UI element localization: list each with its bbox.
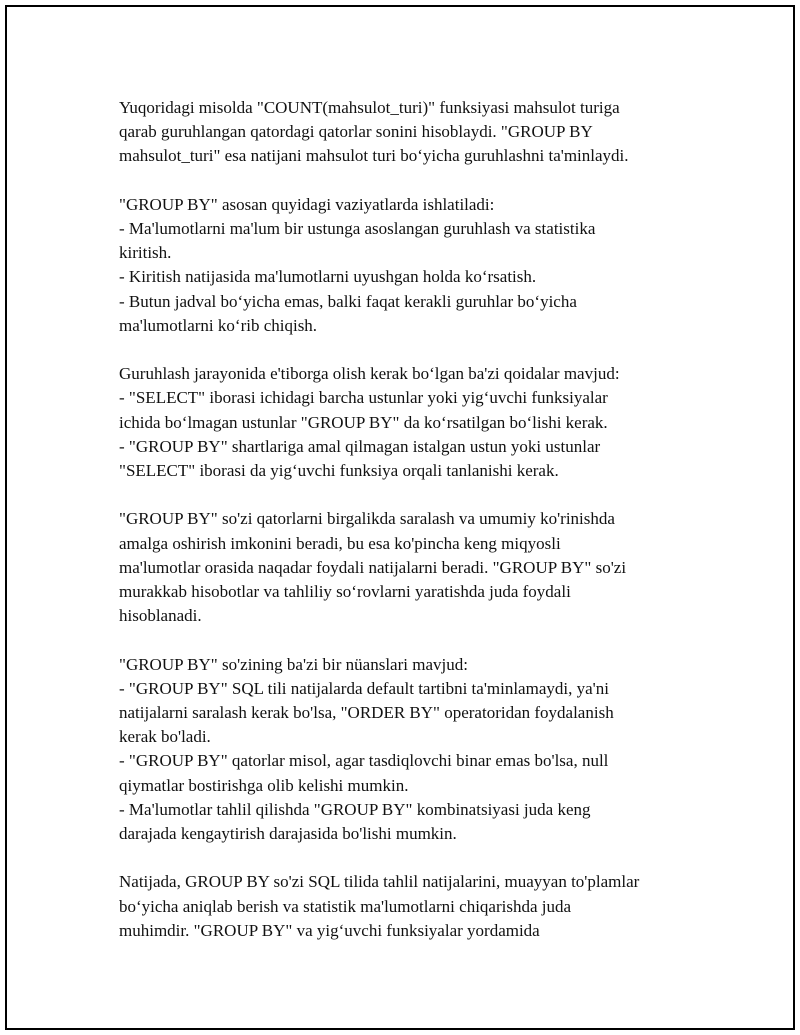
text-line: murakkab hisobotlar va tahliliy so‘rovlarni yaratishda juda foydali	[119, 582, 571, 602]
list-item-line: - Kiritish natijasida ma'lumotlarni uyushgan holda ko‘rsatish.	[119, 267, 537, 287]
paragraph-count-explanation	[119, 96, 709, 169]
list-item-line: - "GROUP BY" shartlariga amal qilmagan istalgan ustun yoki ustunlar	[119, 436, 601, 456]
list-item-line: natijalarni saralash kerak bo'lsa, "ORDER BY" operatoridan foydalanish	[119, 703, 614, 723]
paragraph-group-by-benefits	[119, 507, 709, 628]
text-line: "GROUP BY" asosan quyidagi vaziyatlarda ishlatiladi:	[119, 194, 495, 214]
text-line: qarab guruhlangan qatordagi qatorlar sonini hisoblaydi. "GROUP BY	[119, 122, 593, 142]
list-item-line: "SELECT" iborasi da yig‘uvchi funksiya orqali tanlanishi kerak.	[119, 461, 559, 481]
paragraph-grouping-rules	[119, 362, 709, 483]
list-item-line: kiritish.	[119, 243, 172, 263]
paragraph-group-by-usage	[119, 193, 709, 338]
list-item-line: - Butun jadval bo‘yicha emas, balki faqat kerakli guruhlar bo‘yicha	[119, 291, 577, 311]
list-item-line: - Ma'lumotlarni ma'lum bir ustunga asoslangan guruhlash va statistika	[119, 219, 596, 238]
text-line: "GROUP BY" so'zi qatorlarni birgalikda saralash va umumiy ko'rinishda	[119, 509, 615, 529]
document-body	[119, 96, 709, 967]
text-line: Yuqoridagi misolda "COUNT(mahsulot_turi)" funksiyasi mahsulot turiga	[119, 98, 620, 117]
text-line: "GROUP BY" so'zining ba'zi bir nüanslari mavjud:	[119, 654, 468, 674]
list-item-line: ma'lumotlarni ko‘rib chiqish.	[119, 315, 318, 335]
list-item-line: darajada kengaytirish darajasida bo'lishi mumkin.	[119, 824, 457, 844]
list-item-line: ichida bo‘lmagan ustunlar "GROUP BY" da ko‘rsatilgan bo‘lishi kerak.	[119, 412, 608, 432]
list-item-line: kerak bo'ladi.	[119, 727, 211, 747]
text-line: muhimdir. "GROUP BY" va yig‘uvchi funksiyalar yordamida	[119, 920, 540, 940]
text-line: amalga oshirish imkonini beradi, bu esa ko'pincha keng miqyosli	[119, 533, 561, 553]
list-item-line: - Ma'lumotlar tahlil qilishda "GROUP BY" kombinatsiyasi juda keng	[119, 799, 591, 819]
text-line: mahsulot_turi" esa natijani mahsulot turi bo‘yicha guruhlashni ta'minlaydi.	[119, 146, 629, 166]
list-item-line: - "GROUP BY" qatorlar misol, agar tasdiqlovchi binar emas bo'lsa, null	[119, 751, 609, 771]
list-item-line: - "GROUP BY" SQL tili natijalarda default tartibni ta'minlamaydi, ya'ni	[119, 678, 609, 698]
page-frame	[5, 5, 795, 1030]
paragraph-conclusion	[119, 870, 709, 943]
paragraph-group-by-nuances	[119, 653, 709, 847]
text-line: ma'lumotlar orasida naqadar foydali natijalarni beradi. "GROUP BY" so'zi	[119, 557, 627, 577]
text-line: hisoblanadi.	[119, 606, 202, 626]
text-line: bo‘yicha aniqlab berish va statistik ma'lumotlarni chiqarishda juda	[119, 896, 572, 916]
list-item-line: - "SELECT" iborasi ichidagi barcha ustunlar yoki yig‘uvchi funksiyalar	[119, 388, 608, 408]
text-line: Guruhlash jarayonida e'tiborga olish kerak bo‘lgan ba'zi qoidalar mavjud:	[119, 364, 620, 384]
list-item-line: qiymatlar bostirishga olib kelishi mumkin.	[119, 775, 409, 795]
text-line: Natijada, GROUP BY so'zi SQL tilida tahlil natijalarini, muayyan to'plamlar	[119, 872, 640, 892]
